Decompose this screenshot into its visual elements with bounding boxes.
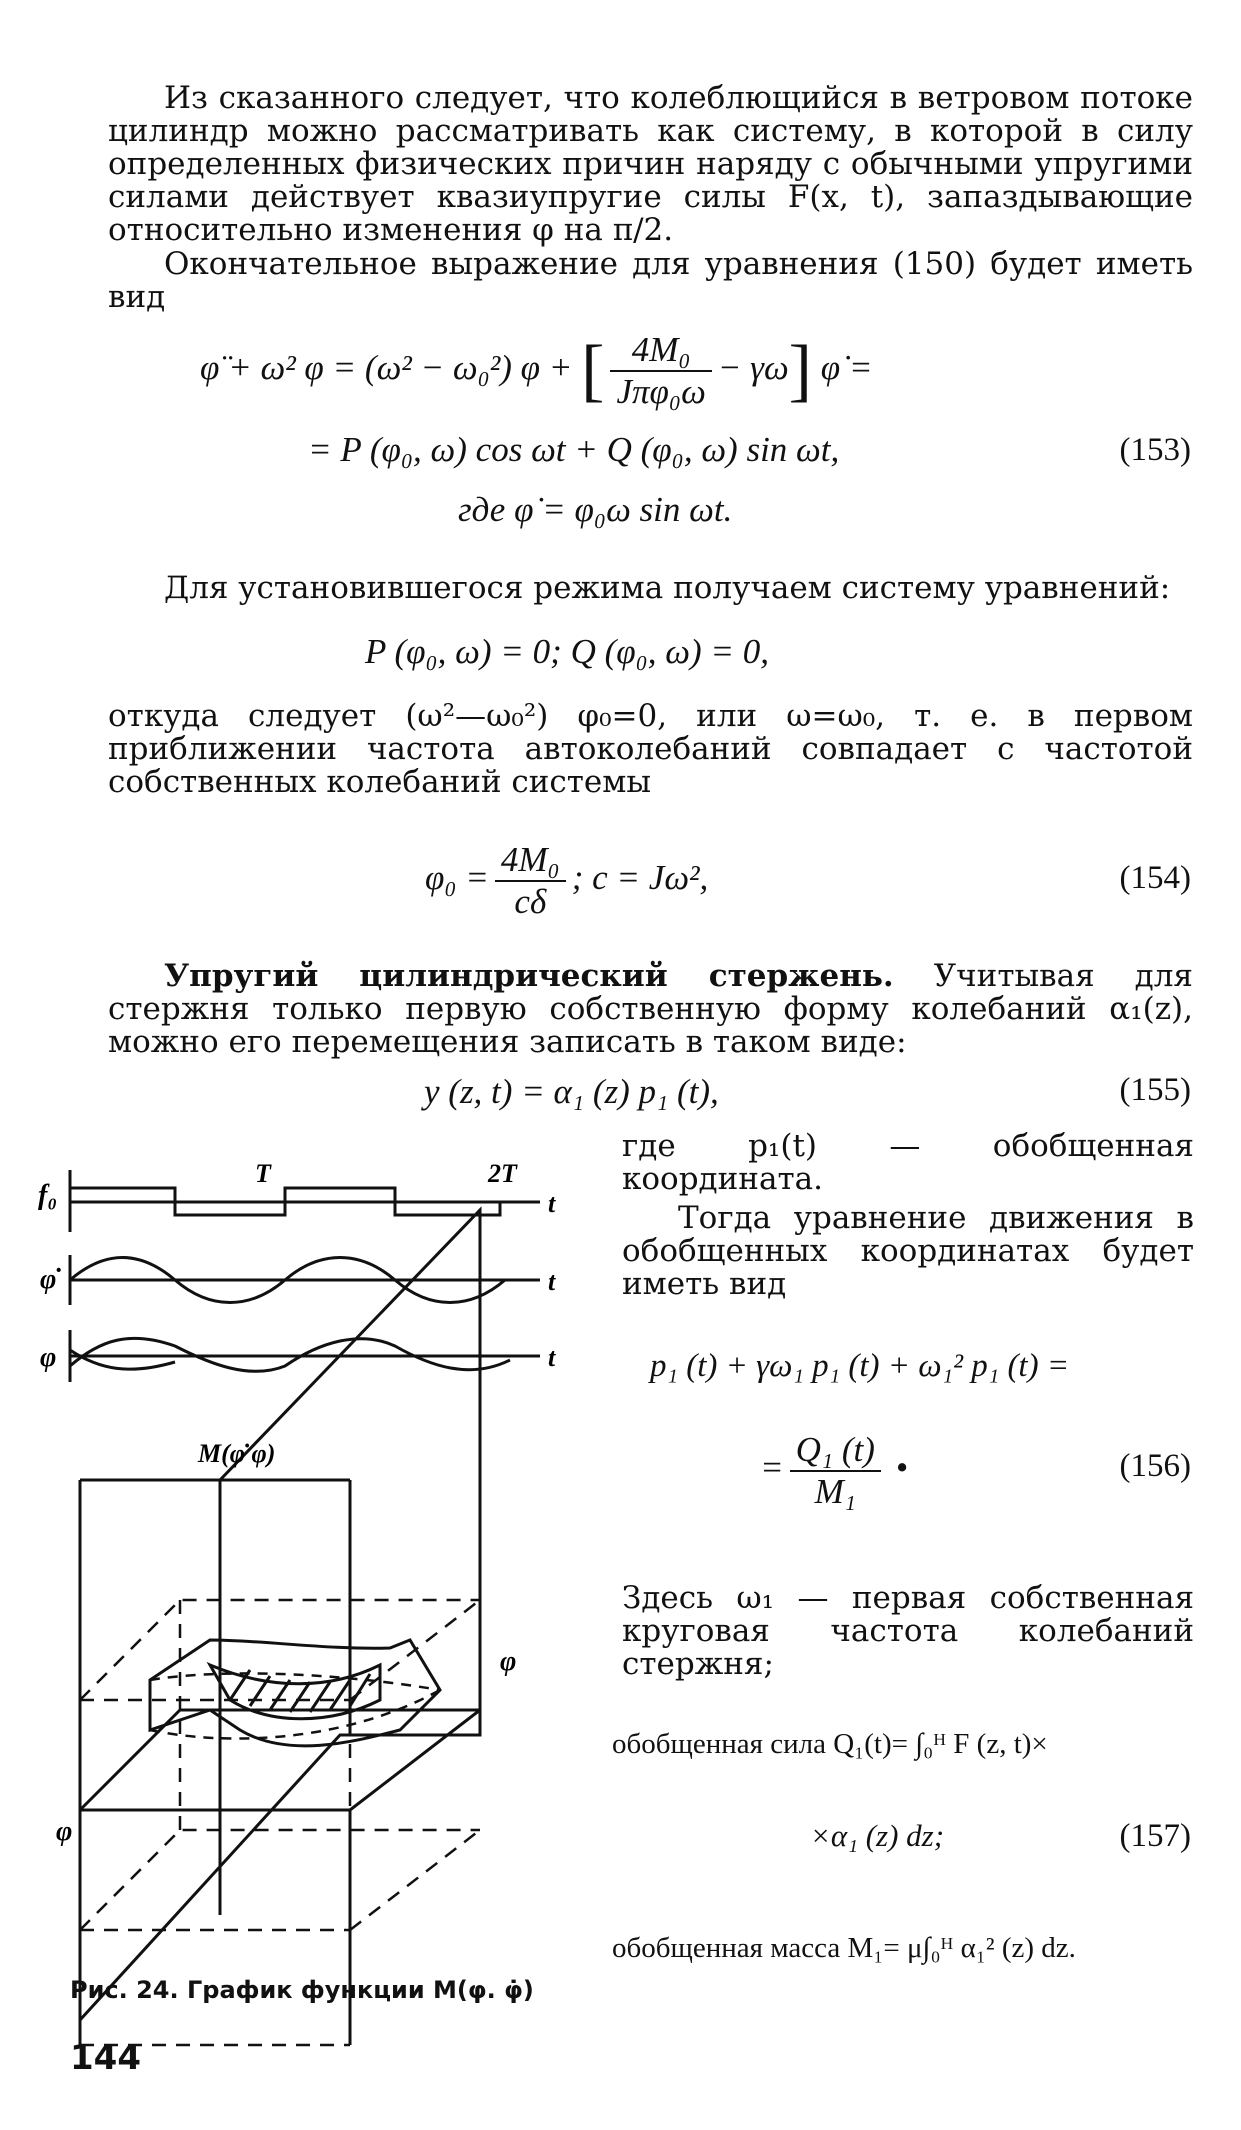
page-number: 144 [70,2038,141,2078]
right-text-1: где p₁(t) — обобщенная координата. [622,1128,1194,1197]
surface-plot [80,1210,480,2045]
paragraph-2: Окончательное выражение для уравнения (150) будет иметь вид [108,246,1193,315]
paragraph-3: Для установившегося режима получаем систему уравнений: [164,570,1171,606]
label-2T: 2T [488,1159,517,1188]
dashed-guides [80,1480,480,2045]
phi-wave-plot [70,1330,540,1382]
equation-generalized-mass: обобщенная масса M₁= μ∫₀ᴴ α₁² (z) dz. [612,1932,1076,1964]
label-t-1: t [548,1189,556,1218]
equation-157-line-1: обобщенная сила Q₁(t)= ∫₀ᴴ F (z, t)× [612,1728,1048,1760]
hatched-region [150,1640,440,1746]
label-M: M(φ̇ φ) [198,1439,276,1468]
label-phi: φ [40,1342,57,1373]
label-t-3: t [548,1343,556,1372]
equation-system: P (φ₀, ω) = 0; Q (φ₀, ω) = 0, [365,632,770,671]
equation-154: φ₀ = $\frac{\text{4M₀}}{c\delta}$ ; c = Jω², [425,840,709,921]
label-T: T [255,1159,271,1188]
equation-157-number: (157) [1119,1818,1191,1854]
equation-153-number: (153) [1119,432,1191,468]
equation-153-line-1: φ̈ + ω² φ = (ω² − ω₀²) φ + [ $\frac{\text{4M₀}}{\text{Jπφ₀ω}}$ − γω] φ̇ = [200,330,873,411]
label-phi-side: φ [56,1816,73,1847]
paragraph-1: Из сказанного следует, что колеблющийся в ветровом потоке цилиндр можно рассматривать как систему, в которой в силу определенных физических причин наряду с обычными упругими силами действует квазиупругие силы F(x, t), запаздывающие относительно изменения φ на π/2. [108,80,1193,248]
equation-156-line-2: = $\frac{\text{Q₁ (t)}}{\text{M₁}}$ • [760,1430,908,1511]
equation-154-number: (154) [1119,860,1191,896]
equation-153-line-3: где φ̇ = φ₀ω sin ωt. [458,490,733,529]
figure-caption: Рис. 24. График функции M(φ. φ̇) [70,1976,534,2004]
equation-157-line-2: ×α₁ (z) dz; [810,1818,945,1853]
equation-155: y (z, t) = α₁ (z) p₁ (t), [424,1072,719,1111]
paragraph-4: откуда следует (ω²—ω₀²) φ₀=0, или ω=ω₀, т. е. в первом приближении частота автоколебаний совпадает с частотой собственных колебаний системы [108,698,1193,800]
figure-24 [38,1159,620,2060]
equation-156-number: (156) [1119,1448,1191,1484]
equation-156-line-1: p₁ (t) + γω₁ p₁ (t) + ω₁² p₁ (t) = [650,1348,1070,1384]
paragraph-5: Упругий цилиндрический стержень. Учитывая для стержня только первую собственную форму колебаний α₁(z), можно его перемещения записать в таком виде: [108,958,1193,1060]
label-phi-axis: φ [500,1646,517,1677]
phidot-wave-plot [70,1255,540,1305]
label-t-2: t [548,1267,556,1296]
section-heading: Упругий цилиндрический стержень. [164,958,894,994]
label-f0: f₀ [38,1180,58,1211]
label-phidot: φ̇ [40,1264,57,1295]
right-text-3: Здесь ω₁ — первая собственная круговая частота колебаний стержня; [622,1580,1194,1682]
right-text-2: Тогда уравнение движения в обобщенных координатах будет иметь вид [622,1200,1194,1302]
equation-155-number: (155) [1119,1072,1191,1108]
equation-153-line-2: = P (φ₀, ω) cos ωt + Q (φ₀, ω) sin ωt, [308,430,840,469]
